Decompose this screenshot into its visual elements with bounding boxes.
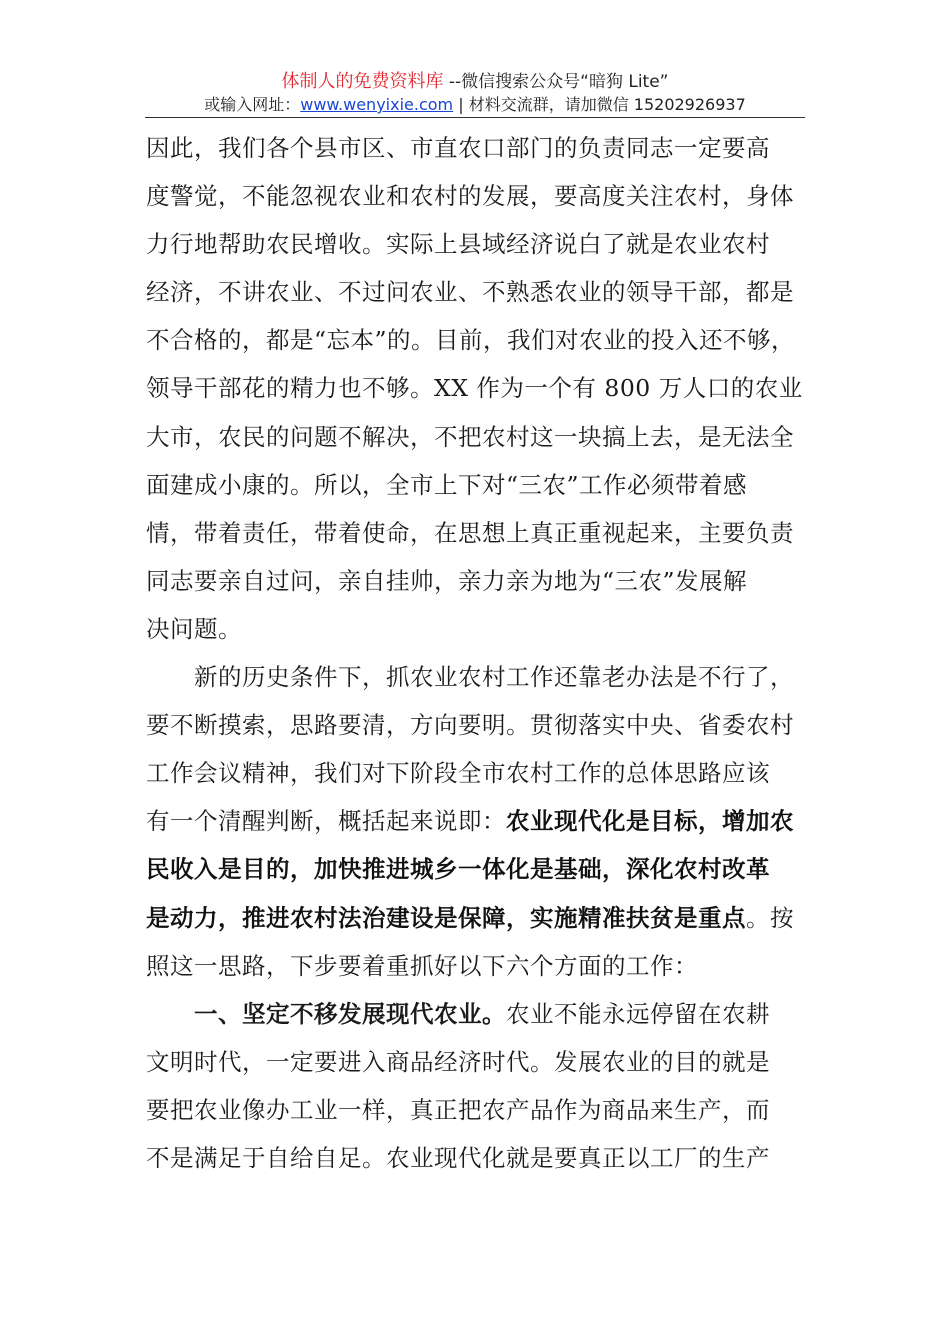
emphasis-text: 是动力，推进农村法治建设是保障，实施精准扶贫是重点 (146, 903, 746, 932)
paragraph-line: 新的历史条件下，抓农业农村工作还靠老办法是不行了， (194, 663, 794, 692)
paragraph-line: 经济，不讲农业、不过问农业、不熟悉农业的领导干部，都是 (146, 278, 794, 307)
emphasis-text: 农业现代化是目标，增加农 (506, 807, 794, 836)
paragraph-line: 照这一思路，下步要着重抓好以下六个方面的工作： (146, 951, 698, 980)
header-promo-line (0, 72, 950, 92)
paragraph-line: 不是满足于自给自足。农业现代化就是要真正以工厂的生产 (146, 1143, 770, 1172)
paragraph-line: 度警觉，不能忽视农业和农村的发展，要高度关注农村，身体 (146, 182, 794, 211)
plain-text: 。按 (746, 903, 794, 932)
header-brand: 体制人的免费资料库 (281, 71, 444, 92)
document-body (146, 124, 810, 1182)
paragraph-line: 要把农业像办工业一样，真正把农产品作为商品来生产，而 (146, 1095, 770, 1124)
header-url-link[interactable]: www.wenyixie.com (300, 95, 454, 114)
paragraph-line: 同志要亲自过问，亲自挂帅，亲力亲为地为“三农”发展解 (146, 566, 748, 595)
paragraph-line: 因此，我们各个县市区、市直农口部门的负责同志一定要高 (146, 134, 770, 162)
paragraph-line: 情，带着责任，带着使命，在思想上真正重视起来，主要负责 (146, 518, 794, 547)
paragraph-line-mixed (146, 894, 810, 942)
paragraph-line: 大市，农民的问题不解决，不把农村这一块搞上去，是无法全 (146, 422, 794, 451)
paragraph-line: 力行地帮助农民增收。实际上县域经济说白了就是农业农村 (146, 230, 770, 259)
plain-text: 农业不能永远停留在农耕 (506, 999, 770, 1028)
header-brand-suffix: --微信搜索公众号“暗狗 Lite” (443, 72, 669, 92)
section-heading: 一、坚定不移发展现代农业。 (194, 999, 506, 1028)
paragraph-line-mixed (146, 990, 810, 1038)
header-url-label: 或输入网址： (204, 95, 301, 114)
header-contact-text: | 材料交流群，请加微信 15202926937 (453, 95, 746, 114)
paragraph-line: 要不断摸索，思路要清，方向要明。贯彻落实中央、省委农村 (146, 711, 794, 740)
header-divider (145, 117, 805, 118)
paragraph-line: 工作会议精神，我们对下阶段全市农村工作的总体思路应该 (146, 759, 770, 788)
page-header (0, 0, 950, 128)
paragraph-2 (146, 653, 810, 990)
paragraph-line-mixed (146, 797, 810, 845)
header-contact-line (0, 95, 950, 115)
paragraph-1 (146, 124, 810, 653)
paragraph-line: 面建成小康的。所以，全市上下对“三农”工作必须带着感 (146, 470, 748, 499)
paragraph-3 (146, 990, 810, 1182)
emphasis-line: 民收入是目的，加快推进城乡一体化是基础，深化农村改革 (146, 855, 770, 884)
paragraph-line: 决问题。 (146, 614, 242, 643)
paragraph-line: 文明时代，一定要进入商品经济时代。发展农业的目的就是 (146, 1047, 770, 1076)
paragraph-line: 不合格的，都是“忘本”的。目前，我们对农业的投入还不够， (146, 326, 796, 355)
plain-text: 有一个清醒判断，概括起来说即： (146, 807, 506, 836)
paragraph-line: 领导干部花的精力也不够。XX 作为一个有 800 万人口的农业 (146, 374, 803, 403)
